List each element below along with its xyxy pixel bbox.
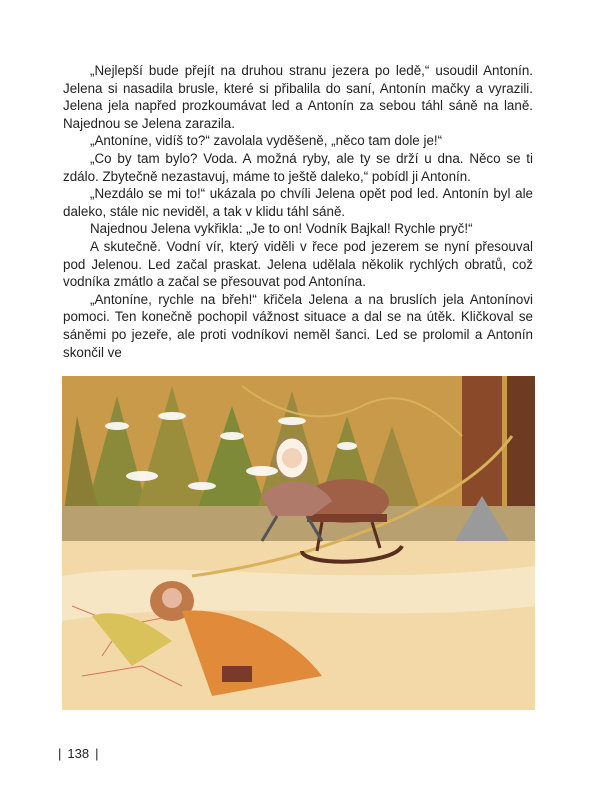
paragraph: „Antoníne, vidíš to?“ zavolala vyděšeně, „něco tam dole je!“ [90,133,443,149]
paragraph: Najednou Jelena vykřikla: „Je to on! Vodník Bajkal! Rychle pryč!“ [90,221,473,237]
page-number: 138 [67,746,90,761]
paragraph: „Nezdálo se mi to!“ ukázala po chvíli Jelena opět pod led. Antonín byl ale daleko, stále nic neviděl, a tak v klidu táhl sáně. [63,186,533,219]
footer-bar-left: | [58,746,62,761]
paragraph: „Co by tam bylo? Voda. A možná ryby, ale ty se drží u dna. Něco se ti zdálo. Zbytečně nezastavuj, máme to ještě daleko,“ pobídl ji Antonín. [63,150,533,184]
illustration-drawing [62,376,535,710]
story-illustration [62,376,535,710]
paragraph: A skutečně. Vodní vír, který viděli v řece pod jezerem se nyní přesouval pod Jelenou. Led začal praskat. Jelena udělala několik rychlých obratů, což vodníka zmátlo a začal se přesouvat pod Antonína. [63,238,533,290]
body-text [63,62,533,361]
paragraph: „Nejlepší bude přejít na druhou stranu jezera po ledě,“ usoudil Antonín. Jelena si nasadila brusle, které si přibalila do saní, Antonín mačky a vyrazili. Jelena jela napřed prozkoumávat led a Antonín za sebou táhl sáně na laně. Najednou se Jelena zarazila. [63,63,533,131]
footer-bar-right: | [95,746,99,761]
page-footer [58,746,98,761]
paragraph: „Antoníne, rychle na břeh!“ křičela Jelena a na bruslích jela Antonínovi pomoci. Ten konečně pochopil vážnost situace a dal se na útěk. Kličkoval se sáněmi po jezeře, ale proti vodníkovi neměl šanci. Led se prolomil a Antonín skončil ve [63,291,533,360]
